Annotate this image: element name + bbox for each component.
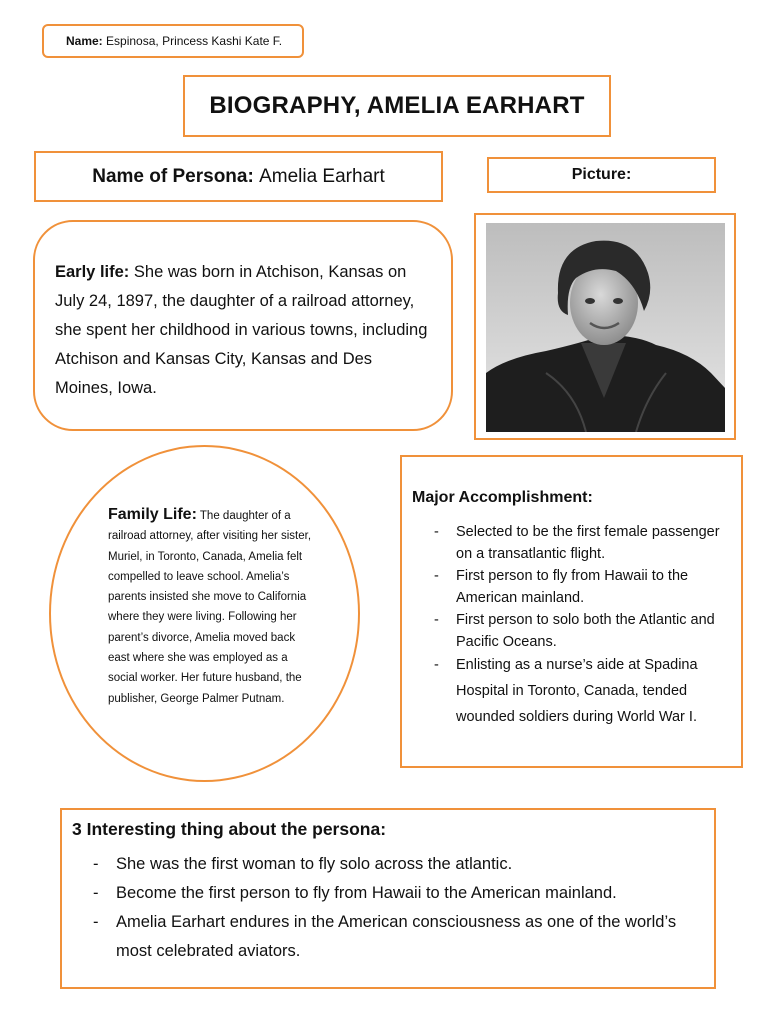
list-item: - Selected to be the first female passenger on a transatlantic flight. <box>412 521 731 565</box>
persona-label: Name of Persona: <box>92 165 254 187</box>
student-name-value: Espinosa, Princess Kashi Kate F. <box>106 34 283 48</box>
list-item: - Enlisting as a nurse’s aide at Spadina Hospital in Toronto, Canada, tended wounded soldiers during World War I. <box>412 652 731 730</box>
student-name-box <box>42 24 304 58</box>
early-life-text: She was born in Atchison, Kansas on July 24, 1897, the daughter of a railroad attorney, she spent her childhood in various towns, including Atchison and Kansas City, Kansas and Des Moines, Iowa. <box>55 263 428 397</box>
interesting-things-box <box>60 808 716 989</box>
interesting-list <box>72 850 704 966</box>
accomplishment-list <box>412 521 731 730</box>
picture-label: Picture: <box>571 166 632 183</box>
list-item: - Become the first person to fly from Hawaii to the American mainland. <box>72 879 704 908</box>
picture-label-box <box>487 157 716 193</box>
early-life-box <box>33 220 453 431</box>
student-name-label: Name: <box>66 34 103 48</box>
page-title: BIOGRAPHY, AMELIA EARHART <box>209 92 585 119</box>
portrait-photo <box>486 223 725 432</box>
major-accomplishment-box <box>400 455 743 768</box>
title-box <box>183 75 611 137</box>
family-life-label: Family Life: <box>108 506 197 523</box>
list-item: - First person to solo both the Atlantic and Pacific Oceans. <box>412 609 731 653</box>
early-life-label: Early life: <box>55 263 130 281</box>
family-life-text: The daughter of a railroad attorney, after visiting her sister, Muriel, in Toronto, Canada, Amelia felt compelled to leave school. Amelia’s parents insisted she move to California where they were living. Following her parent’s divorce, Amelia moved back east where she was employed as a social worker. Her future husband, the publisher, George Palmer Putnam. <box>108 510 312 705</box>
picture-frame <box>474 213 736 440</box>
list-item: - First person to fly from Hawaii to the American mainland. <box>412 565 731 609</box>
persona-value: Amelia Earhart <box>259 165 385 187</box>
family-life-circle <box>49 445 360 782</box>
major-accomplishment-label: Major Accomplishment: <box>412 489 593 506</box>
list-item: - She was the first woman to fly solo across the atlantic. <box>72 850 704 879</box>
list-item: - Amelia Earhart endures in the American consciousness as one of the world’s most celebrated aviators. <box>72 908 704 966</box>
persona-name-box <box>34 151 443 202</box>
interesting-things-label: 3 Interesting thing about the persona: <box>72 819 387 839</box>
portrait-illustration <box>486 223 725 432</box>
